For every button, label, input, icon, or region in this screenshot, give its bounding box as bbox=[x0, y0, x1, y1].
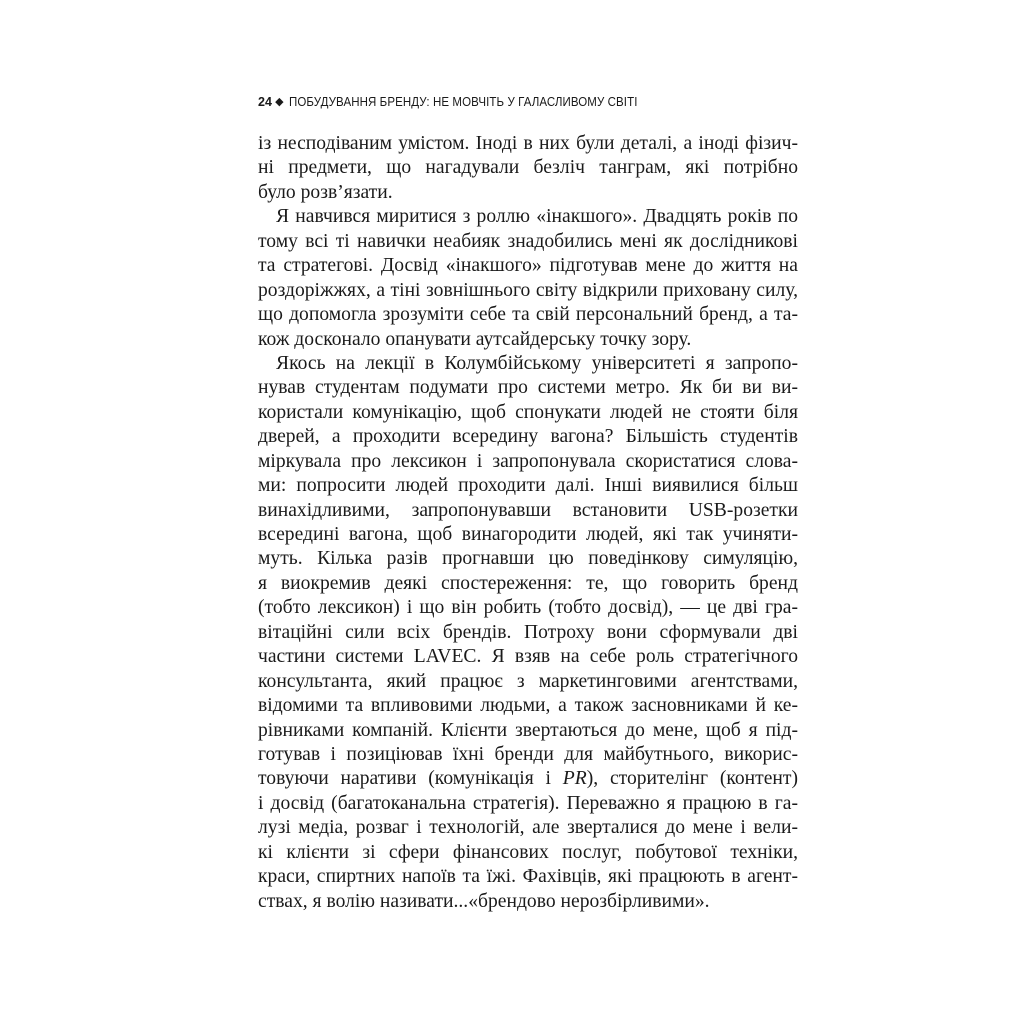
text-line: дверей, а проходити всередину вагона? Більшість студентів bbox=[258, 426, 798, 448]
text-line: ми: попросити людей проходити далі. Інші виявилися більш bbox=[258, 475, 798, 497]
paragraph bbox=[258, 205, 798, 352]
text-line: кі клієнти зі сфери фінансових послуг, побутової техніки, bbox=[258, 841, 798, 863]
paragraph bbox=[258, 132, 798, 205]
text-line: тому всі ті навички неабияк знадобились мені як дослідникові bbox=[258, 230, 798, 252]
text-line: я виокремив деякі спостереження: те, що говорить бренд bbox=[258, 572, 798, 594]
text-line: товуючи наративи (комунікація і PR), сторителінг (контент) bbox=[258, 768, 798, 790]
page-number: 24 bbox=[258, 95, 273, 109]
text-line: ні предмети, що нагадували безліч танграм, які потрібно bbox=[258, 157, 798, 179]
text-line: частини системи LAVEC. Я взяв на себе роль стратегічного bbox=[258, 646, 798, 668]
text-line: із несподіваним умістом. Іноді в них були деталі, а іноді фізич- bbox=[258, 133, 798, 154]
diamond-icon: ◆ bbox=[275, 95, 284, 108]
text-line: муть. Кілька разів прогнавши цю поведінкову симуляцію, bbox=[258, 548, 798, 570]
running-head bbox=[258, 94, 667, 110]
text-line: кож досконало опанувати аутсайдерську точку зору. bbox=[258, 328, 692, 350]
text-line: відомими та впливовими людьми, а також засновниками й ке- bbox=[258, 695, 798, 717]
text-line: та стратегові. Досвід «інакшого» підготував мене до життя на bbox=[258, 255, 798, 277]
text-line: що допомогла зрозуміти себе та свій персональний бренд, а та- bbox=[258, 304, 798, 326]
text-line: вітаційні сили всіх брендів. Потроху вони сформували дві bbox=[258, 621, 798, 643]
text-line: винахідливими, запропонувавши встановити USB-розетки bbox=[258, 499, 798, 521]
text-line: ствах, я волію називати...«брендово нерозбірливими». bbox=[258, 890, 710, 912]
text-line: роздоріжжях, а тіні зовнішнього світу відкрили приховану силу, bbox=[258, 279, 798, 301]
text-line: лузі медіа, розваг і технологій, але зверталися до мене і вели- bbox=[258, 817, 798, 839]
text-line: міркувала про лексикон і запропонувала скористатися слова- bbox=[258, 450, 798, 472]
text-line: консультанта, який працює з маркетинговими агентствами, bbox=[258, 670, 798, 692]
text-line: Я навчився миритися з роллю «інакшого». Двадцять років по bbox=[276, 206, 798, 228]
paragraph bbox=[258, 352, 798, 914]
text-line: краси, спиртних напоїв та їжі. Фахівців, які працюють в агент- bbox=[258, 866, 798, 888]
text-line: готував і позиціював їхні бренди для майбутнього, викорис- bbox=[258, 743, 798, 765]
text-line: рівниками компаній. Клієнти звертаються до мене, щоб я під- bbox=[258, 719, 798, 741]
chapter-title: ПОБУДУВАННЯ БРЕНДУ: НЕ МОВЧІТЬ У ГАЛАСЛИВОМУ СВІТІ bbox=[288, 95, 638, 109]
text-line: (тобто лексикон) і що він робить (тобто досвід), — це дві гра- bbox=[258, 597, 798, 619]
text-line: користали комунікацію, щоб спонукати людей не стояти біля bbox=[258, 401, 798, 423]
text-line: нував студентам подумати про системи метро. Як би ви ви- bbox=[258, 377, 798, 399]
text-line: Якось на лекції в Колумбійському університеті я запропо- bbox=[276, 352, 798, 374]
text-line: всередині вагона, щоб винагородити людей, які так учиняти- bbox=[258, 524, 798, 545]
text-line: і досвід (багатоканальна стратегія). Переважно я працюю в га- bbox=[258, 792, 798, 814]
text-line: було розв’язати. bbox=[258, 181, 393, 203]
body-text bbox=[258, 132, 798, 914]
